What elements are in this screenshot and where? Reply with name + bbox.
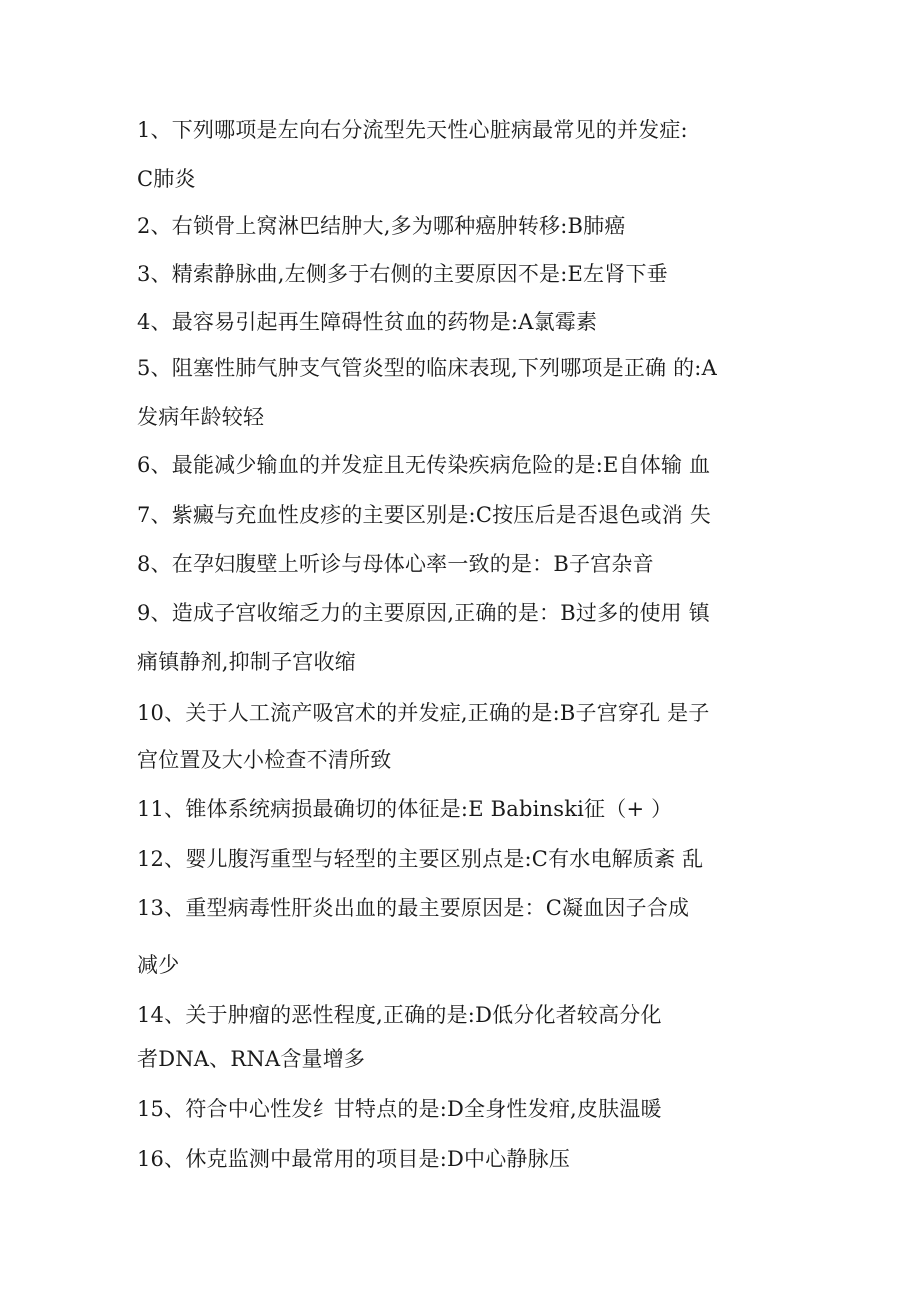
question-1-line: 1、下列哪项是左向右分流型先天性心脏病最常见的并发症: (137, 118, 688, 142)
question-3-line: 3、精索静脉曲,左侧多于右侧的主要原因不是:E左肾下垂 (137, 262, 668, 286)
question-6-line: 6、最能减少输血的并发症且无传染疾病危险的是:E自体输 血 (137, 453, 711, 477)
question-10-continuation: 宫位置及大小检查不清所致 (137, 748, 392, 772)
answer-1-line: C肺炎 (137, 167, 196, 191)
question-8-line: 8、在孕妇腹壁上听诊与母体心率一致的是：B子宫杂音 (137, 552, 654, 576)
question-13-line: 13、重型病毒性肝炎出血的最主要原因是：C凝血因子合成 (137, 896, 690, 920)
question-5-line: 5、阻塞性肺气肿支气管炎型的临床表现,下列哪项是正确 的:A (137, 356, 717, 380)
question-12-line: 12、婴儿腹泻重型与轻型的主要区别点是:C有水电解质紊 乱 (137, 847, 704, 871)
question-16-line: 16、休克监测中最常用的项目是:D中心静脉压 (137, 1147, 571, 1171)
question-14-continuation: 者DNA、RNA含量增多 (137, 1047, 366, 1071)
question-11-line: 11、锥体系统病损最确切的体征是:E Babinski征（+ ） (137, 797, 673, 821)
question-9-line: 9、造成子宫收缩乏力的主要原因,正确的是：B过多的使用 镇 (137, 601, 710, 625)
question-9-continuation: 痛镇静剂,抑制子宫收缩 (137, 650, 356, 674)
question-7-line: 7、紫癜与充血性皮疹的主要区别是:C按压后是否退色或消 失 (137, 503, 711, 527)
question-13-continuation: 减少 (137, 953, 180, 977)
question-2-line: 2、右锁骨上窝淋巴结肿大,多为哪种癌肿转移:B肺癌 (137, 214, 626, 238)
question-10-line: 10、关于人工流产吸宫术的并发症,正确的是:B子宫穿孔 是子 (137, 701, 710, 725)
question-15-line: 15、符合中心性发纟甘特点的是:D全身性发疳,皮肤温暖 (137, 1097, 662, 1121)
question-5-continuation: 发病年龄较轻 (137, 405, 265, 429)
question-4-line: 4、最容易引起再生障碍性贫血的药物是:A氯霉素 (137, 310, 598, 334)
question-14-line: 14、关于肿瘤的恶性程度,正确的是:D低分化者较高分化 (137, 1003, 662, 1027)
